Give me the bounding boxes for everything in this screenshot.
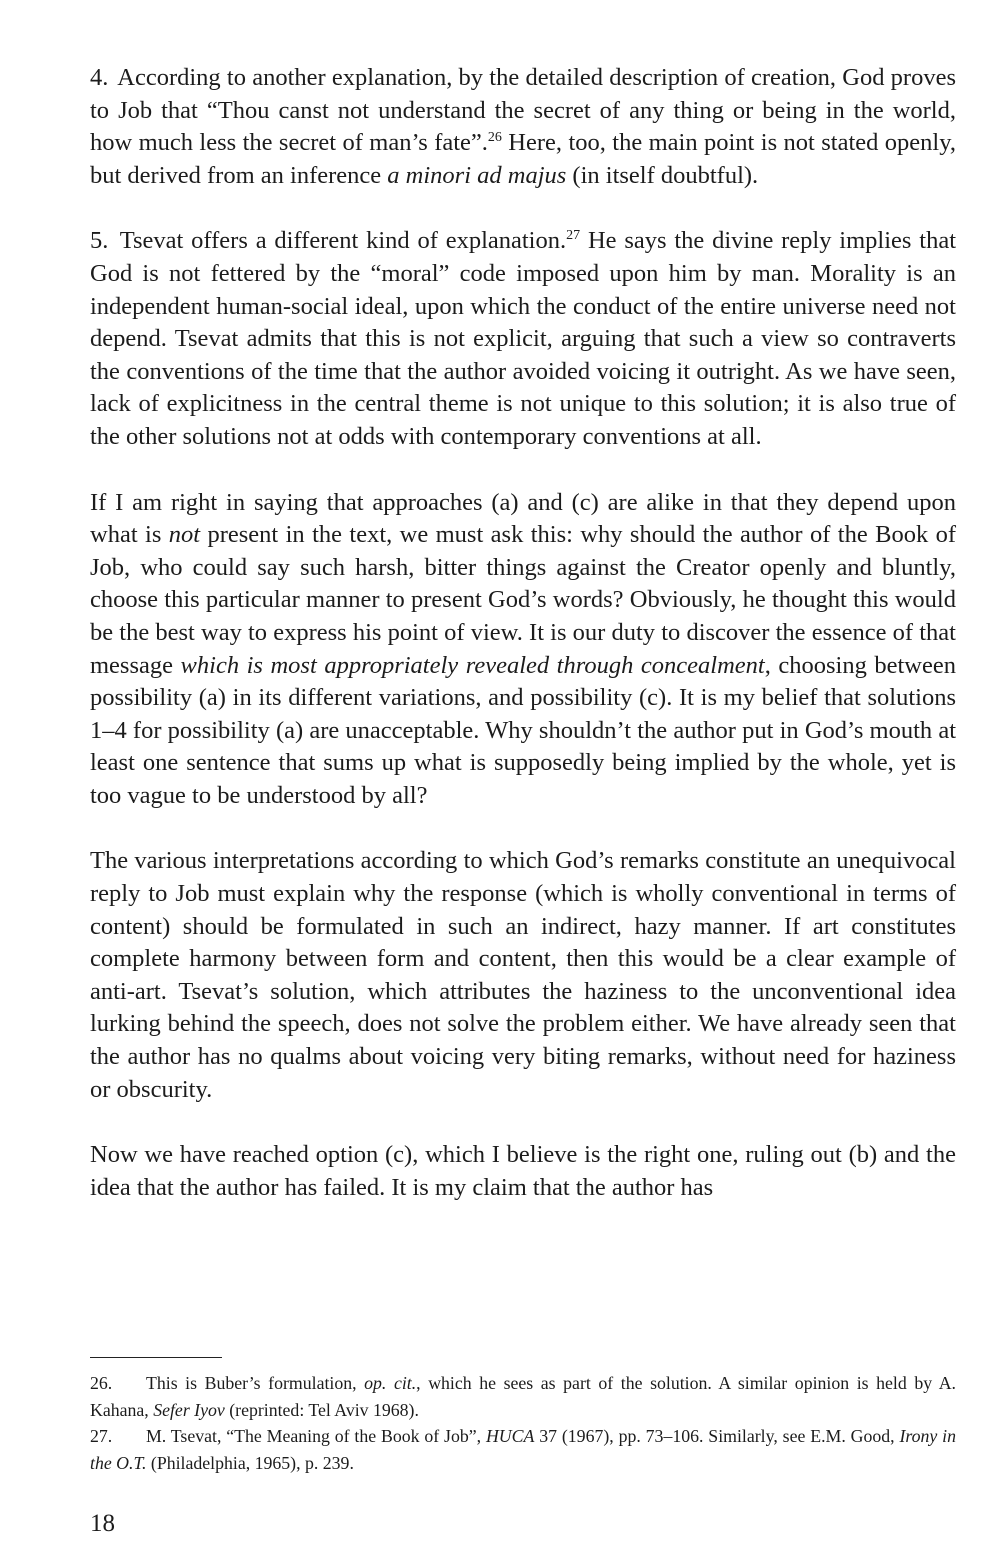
text-run: 37 (1967), pp. 73–106. Similarly, see E.M. Good, [534, 1426, 900, 1446]
text-run: M. Tsevat, “The Meaning of the Book of Job”, [146, 1426, 486, 1446]
text-run: present in the text, we must ask this: why should the author of the Book of Job, who could say such harsh, bitter things against the Creator openly and bluntly, choose this particular manner to present God’s words? Obviously, he thought this would be the best way to express his point of view. It is our duty to discover the essence of that message [90, 521, 956, 679]
paragraph-number: 5. [90, 227, 109, 255]
text-run: Tsevat offers a different kind of explanation. [119, 227, 567, 255]
paragraph-interpretations [90, 845, 956, 1106]
italic-phrase: a minori ad majus [387, 161, 567, 189]
italic-phrase: not [168, 521, 201, 549]
body-text [90, 62, 956, 1237]
italic-phrase: which is most appropriately revealed through concealment [180, 651, 765, 679]
text-run: If I am right in saying that approaches (a) and (c) are alike in that they depend upon what is [90, 488, 956, 549]
footnote-number: 27. [90, 1426, 113, 1446]
footnotes [90, 1370, 956, 1476]
footnote-number: 26. [90, 1373, 113, 1393]
text-run: Now we have reached option (c), which I believe is the right one, ruling out (b) and the idea that the author has failed. It is my claim that the author has [90, 1141, 956, 1201]
text-run: Here, too, the main point is not stated openly, but derived from an inference [90, 129, 956, 189]
footnote-26 [90, 1370, 956, 1423]
text-run: (in itself doubtful). [566, 161, 759, 189]
footnote-ref-27: 27 [566, 228, 581, 244]
text-run: (reprinted: Tel Aviv 1968). [224, 1399, 419, 1420]
footnote-27 [90, 1423, 956, 1476]
footnote-ref-26: 26 [487, 130, 502, 146]
footnote-divider [90, 1357, 222, 1358]
text-run: He says the divine reply implies that God is not fettered by the “moral” code imposed upon him by man. Morality is an independent human-social ideal, upon which the conduct of the entire universe need not depend. Tsevat admits that this is not explicit, arguing that such a view so contraverts the conventions of the time that the author avoided voicing it outright. As we have seen, lack of explicitness in the central theme is not unique to this solution; it is also true of the other solutions not at odds with contemporary conventions at all. [90, 227, 956, 450]
text-run: (Philadelphia, 1965), p. 239. [146, 1452, 354, 1473]
paragraph-number: 4. [90, 64, 109, 91]
text-run: , choosing between possibility (a) in its different variations, and possibility (c). It is my belief that solutions 1–4 for possibility (a) are unacceptable. Why shouldn’t the author put in God’s mouth at least one sentence that sums up what is supposedly being implied by the whole, yet is too vague to be understood by all? [90, 651, 956, 809]
italic-phrase: op. cit. [364, 1373, 417, 1393]
paragraph-option-c [90, 1139, 956, 1204]
italic-phrase: Sefer Iyov [153, 1399, 225, 1420]
text-run: According to another explanation, by the detailed description of creation, God proves to Job that “Thou canst not understand the secret of any thing or being in the world, how much less the secret of man’s fate”. [90, 64, 956, 157]
page-number: 18 [90, 1510, 115, 1537]
text-run: This is Buber’s formulation, [146, 1373, 365, 1393]
paragraph-5 [90, 225, 956, 453]
italic-phrase: Irony in the O.T. [90, 1426, 956, 1473]
italic-phrase: HUCA [485, 1426, 535, 1446]
paragraph-approaches [90, 487, 956, 813]
text-run: , which he sees as part of the solution. A similar opinion is held by A. Kahana, [90, 1373, 956, 1420]
paragraph-4 [90, 62, 956, 192]
text-run: The various interpretations according to which God’s remarks constitute an unequivocal reply to Job must explain why the response (which is wholly conventional in terms of content) should be formulated in such an indirect, hazy manner. If art constitutes complete harmony between form and content, then this would be a clear example of anti-art. Tsevat’s solution, which attributes the haziness to the unconventional idea lurking behind the speech, does not solve the problem either. We have already seen that the author has no qualms about voicing very biting remarks, without need for haziness or obscurity. [90, 847, 956, 1103]
